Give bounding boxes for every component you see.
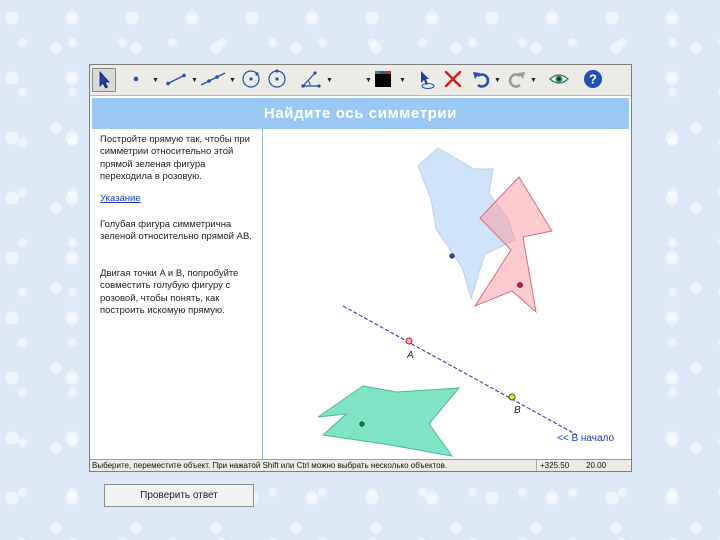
hint-link[interactable]: Указание <box>100 193 141 204</box>
undo-tool[interactable] <box>470 68 492 92</box>
chevron-down-icon[interactable]: ▼ <box>399 77 406 84</box>
view-tool[interactable] <box>548 68 570 92</box>
app-window <box>89 64 632 501</box>
eraser-icon <box>415 68 437 90</box>
circle-center-icon <box>266 68 288 90</box>
line-tool[interactable] <box>200 68 226 92</box>
point-icon <box>126 68 146 90</box>
delete-tool[interactable] <box>442 68 464 92</box>
delete-x-icon <box>442 68 464 90</box>
circle-icon <box>240 68 262 90</box>
status-message: Выберите, переместите объект. При нажатой Shift или Ctrl можно выбрать несколько объектов. <box>92 460 537 471</box>
redo-tool[interactable] <box>506 68 528 92</box>
point-b[interactable] <box>509 394 515 400</box>
hide-tool[interactable] <box>415 68 437 92</box>
green-figure-center[interactable] <box>360 422 365 427</box>
chevron-down-icon[interactable]: ▼ <box>152 77 159 84</box>
circle-tool[interactable] <box>240 68 262 92</box>
chevron-down-icon[interactable]: ▼ <box>326 77 333 84</box>
help-icon <box>582 68 604 90</box>
blue-figure-center[interactable] <box>450 254 455 259</box>
chevron-down-icon[interactable]: ▼ <box>530 77 537 84</box>
undo-icon <box>470 68 492 90</box>
select-tool[interactable] <box>92 68 116 92</box>
chevron-down-icon[interactable]: ▼ <box>494 77 501 84</box>
line-icon <box>200 68 226 90</box>
status-x-coordinate: +325.50 <box>540 461 570 470</box>
color-tool[interactable] <box>374 68 392 92</box>
point-a-label: A <box>407 350 414 361</box>
help-tool[interactable] <box>582 68 604 92</box>
segment-icon <box>164 68 188 90</box>
circle-center-tool[interactable] <box>266 68 288 92</box>
chevron-down-icon[interactable]: ▼ <box>365 77 372 84</box>
instruction-text: Постройте прямую так, чтобы при симметрии относительно этой прямой зеленая фигура переходила в розовую. <box>100 134 250 183</box>
angle-tool[interactable] <box>299 68 323 92</box>
status-bar <box>90 459 631 471</box>
point-a[interactable] <box>406 338 412 344</box>
svg-text:?: ? <box>589 71 597 87</box>
color-palette-icon <box>374 68 392 90</box>
toolbar <box>90 65 631 96</box>
angle-icon <box>299 68 323 90</box>
point-tool[interactable] <box>126 68 146 92</box>
back-to-start-link[interactable]: << В начало <box>557 433 615 444</box>
green-figure[interactable] <box>318 386 459 456</box>
point-b-label: B <box>514 405 521 416</box>
page-title: Найдите ось симметрии <box>92 98 629 129</box>
instructions-panel <box>92 129 263 501</box>
status-y-coordinate: 20.00 <box>586 461 607 470</box>
geometry-canvas[interactable] <box>263 129 629 459</box>
blue-figure-text: Голубая фигура симметрична зеленой относительно прямой AB. <box>100 219 252 243</box>
chevron-down-icon[interactable]: ▼ <box>191 77 198 84</box>
chevron-down-icon[interactable]: ▼ <box>229 77 236 84</box>
redo-icon <box>506 68 528 90</box>
pink-figure-center[interactable] <box>517 282 522 287</box>
segment-tool[interactable] <box>164 68 188 92</box>
eye-icon <box>548 68 570 90</box>
arrow-pointer-icon <box>93 69 115 91</box>
move-points-text: Двигая точки A и B, попробуйте совместить голубую фигуру с розовой, чтобы понять, как построить искомую прямую. <box>100 268 239 317</box>
check-answer-button[interactable]: Проверить ответ <box>104 484 254 507</box>
